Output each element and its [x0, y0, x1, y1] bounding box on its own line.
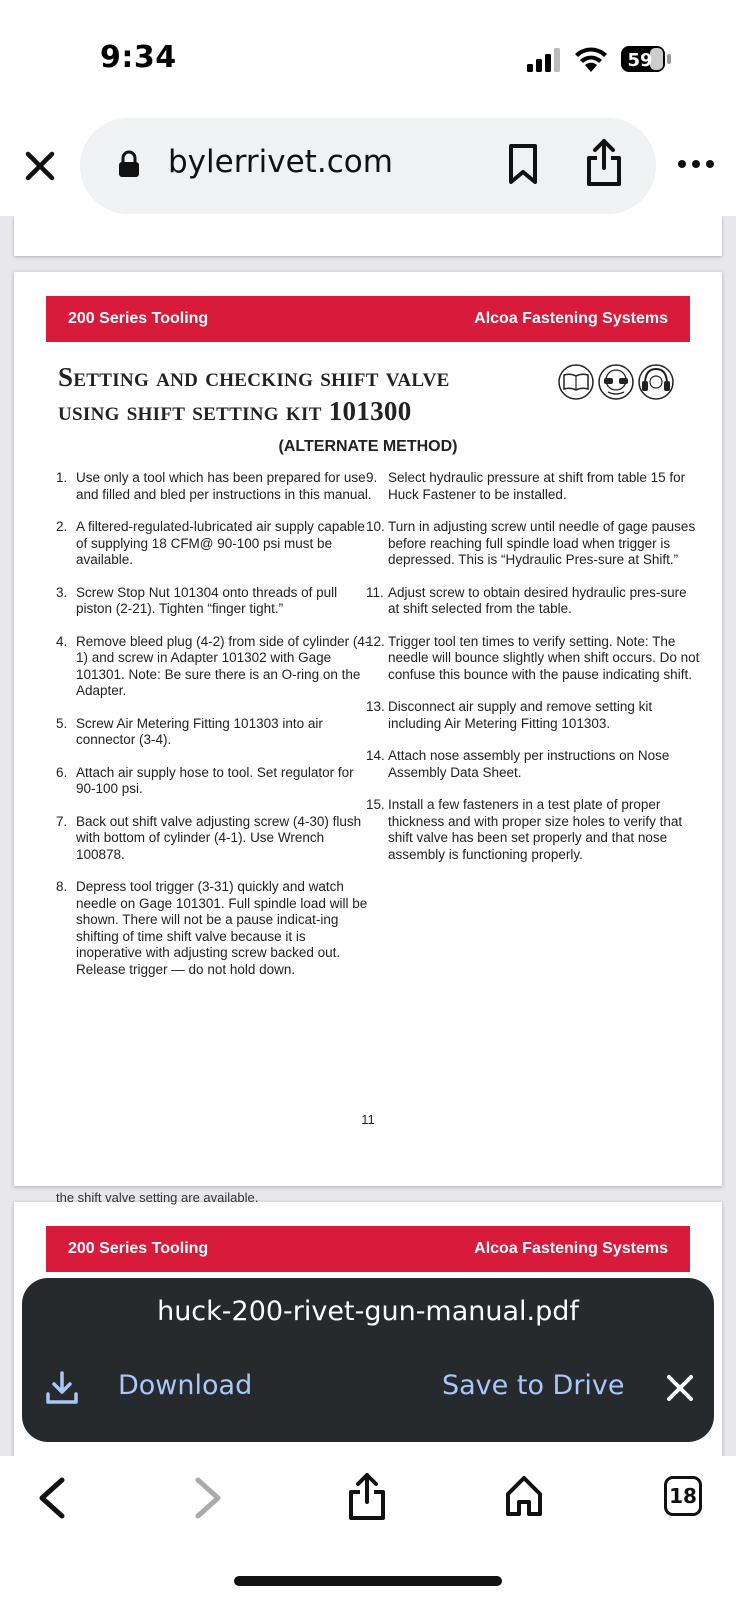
- share-icon[interactable]: [584, 138, 624, 188]
- browser-toolbar: [0, 110, 736, 216]
- steps-right-column: [366, 470, 700, 879]
- banner-series: 200 Series Tooling: [68, 310, 209, 327]
- wifi-icon: [574, 45, 608, 73]
- steps-left-column: [56, 470, 372, 994]
- banner-series: 200 Series Tooling: [68, 1240, 209, 1257]
- step-item: 9. Select hydraulic pressure at shift from table 15 for Huck Fastener to be installed.: [366, 470, 686, 502]
- pdf-viewer[interactable]: [0, 216, 736, 1456]
- step-item: 4. Remove bleed plug (4-2) from side of cylinder (4-1) and screw in Adapter 101302 with Gage 101301. Note: Be sure there is an O-ring on the Adapter.: [56, 633, 370, 698]
- step-item: 10. Turn in adjusting screw until needle of gage pauses before reaching full spindle load when trigger is depressed. This is “Hydraulic Pres-sure at Shift.”: [366, 519, 696, 567]
- forward-arrow-icon[interactable]: [190, 1476, 226, 1520]
- page-number: 11: [361, 1112, 375, 1127]
- home-icon[interactable]: [504, 1474, 544, 1518]
- close-icon[interactable]: [666, 1374, 694, 1402]
- banner-company: Alcoa Fastening Systems: [474, 1240, 668, 1257]
- document-subtitle: (ALTERNATE METHOD): [278, 438, 458, 455]
- status-bar: [0, 0, 736, 110]
- next-page-header-banner: [46, 1226, 690, 1272]
- ppe-icons: [558, 362, 708, 402]
- step-item: 13. Disconnect air supply and remove setting kit including Air Metering Fitting 101303.: [366, 699, 653, 731]
- lock-icon: [118, 150, 140, 178]
- step-item: 1. Use only a tool which has been prepared for use and filled and bled per instructions in this manual.: [56, 470, 372, 502]
- title-line-1: Setting and checking shift valve: [58, 362, 450, 392]
- manual-book-icon: [559, 365, 593, 399]
- home-indicator: [234, 1576, 502, 1586]
- document-title: [58, 360, 568, 428]
- step-item: 6. Attach air supply hose to tool. Set regulator for 90-100 psi.: [56, 764, 354, 796]
- cellular-signal-icon: [527, 48, 563, 72]
- step-item: 15. Install a few fasteners in a test plate of proper thickness and with proper size holes to verify that shift valve has been set properly and that nose assembly is functioning properly.: [366, 797, 683, 862]
- share-icon[interactable]: [346, 1472, 388, 1522]
- step-item: 7. Back out shift valve adjusting screw (4-30) flush with bottom of cylinder (4-1). Use Wrench 100878.: [56, 813, 362, 862]
- status-time: 9:34: [100, 40, 177, 75]
- bottom-toolbar: [0, 1456, 736, 1600]
- close-icon[interactable]: [20, 146, 60, 186]
- step-item: 12. Trigger tool ten times to verify setting. Note: The needle will bounce slightly when shift occurs. Do not confuse this bounce with the pause indicating shift.: [366, 633, 700, 682]
- back-arrow-icon[interactable]: [34, 1476, 70, 1520]
- step-item: 2. A filtered-regulated-lubricated air supply capable of supplying 18 CFM@ 90-100 psi must be available.: [56, 519, 365, 567]
- step-item: 5. Screw Air Metering Fitting 101303 into air connector (3-4).: [56, 715, 323, 747]
- step-item: 3. Screw Stop Nut 101304 onto threads of pull piston (2-21). Tighten “finger tight.”: [56, 584, 338, 616]
- page-header-banner: [46, 296, 690, 342]
- banner-company: Alcoa Fastening Systems: [474, 310, 668, 327]
- file-name: huck-200-rivet-gun-manual.pdf: [157, 1296, 579, 1327]
- battery-icon: [620, 45, 672, 73]
- bookmark-icon[interactable]: [506, 142, 540, 186]
- url-text[interactable]: bylerrivet.com: [168, 144, 393, 180]
- download-button[interactable]: Download: [118, 1370, 253, 1401]
- battery-level: 59: [627, 50, 653, 71]
- download-prompt: [22, 1278, 714, 1442]
- more-options-icon[interactable]: [676, 158, 716, 170]
- download-icon[interactable]: [44, 1370, 80, 1406]
- step-item: 11. Adjust screw to obtain desired hydraulic pres-sure at shift selected from the table.: [366, 584, 687, 616]
- pdf-page: [14, 272, 722, 1186]
- title-line-2: using shift setting kit 101300: [58, 396, 412, 426]
- partially-hidden-text: the shift valve setting are available.: [56, 1190, 259, 1205]
- tab-switcher-button[interactable]: 18: [664, 1476, 702, 1516]
- step-item: 14. Attach nose assembly per instructions on Nose Assembly Data Sheet.: [366, 748, 670, 780]
- ear-protection-icon: [639, 365, 673, 399]
- save-to-drive-button[interactable]: Save to Drive: [442, 1370, 625, 1401]
- safety-glasses-icon: [599, 365, 633, 399]
- previous-page: [14, 216, 722, 256]
- step-item: 8. Depress tool trigger (3-31) quickly and watch needle on Gage 101301. Full spindle load will be shown. There will not be a pause indicat-ing shifting of time shift valve because it is inoperative with adjusting screw backed out. Release trigger — do not hold down.: [56, 879, 368, 977]
